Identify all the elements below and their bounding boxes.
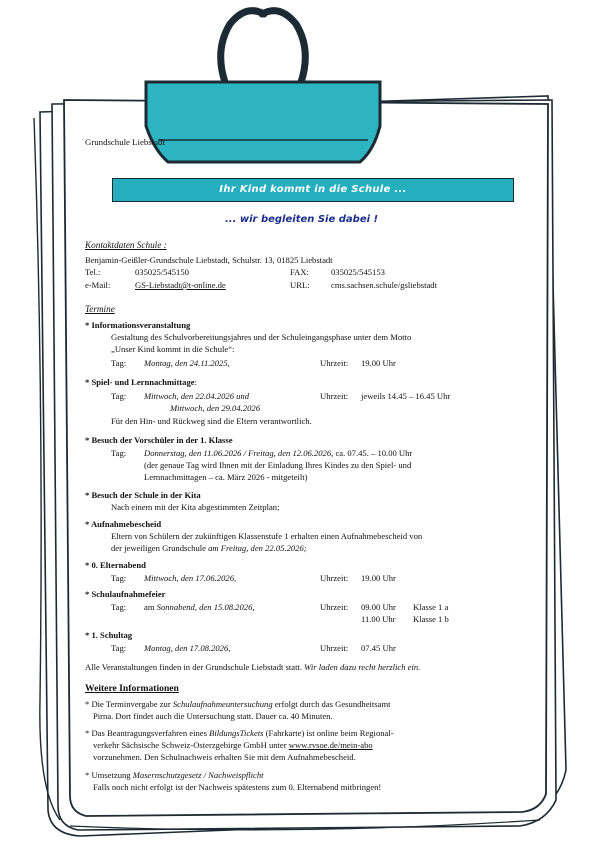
- feier-date-row: [144, 602, 255, 613]
- weitere-item2-b: (Fahrkarte) ist online beim Regional-: [263, 728, 394, 738]
- besuch-kita-line: Nach einem mit der Kita abgestimmten Zeitplan;: [111, 502, 280, 512]
- fax-label: FAX:: [290, 267, 309, 277]
- feier-time1: 09.00 Uhr: [361, 602, 396, 612]
- feier-title: * Schulaufnahmefeier: [85, 589, 166, 599]
- besuch-klasse-note2: Lernnachmittagen – ca. März 2026 - mitgeteilt): [144, 472, 308, 482]
- aufnahme-line2-row: [111, 543, 307, 554]
- spiel-tag-label: Tag:: [111, 391, 127, 401]
- weitere-item2-a: * Das Beantragungsverfahren eines: [85, 728, 210, 738]
- weitere-item1-a: * Die Terminvergabe zur: [85, 699, 173, 709]
- schultag-uhrzeit-label: Uhrzeit:: [320, 643, 349, 653]
- info-date: Montag, den 24.11.2025,: [144, 358, 230, 368]
- weitere-item3: [85, 770, 264, 781]
- weitere-item1-it: Schulaufnahmeuntersuchung: [172, 699, 273, 709]
- email-label: e-Mail:: [85, 280, 111, 290]
- weitere-item2-it: BildungsTickets: [209, 728, 264, 738]
- weitere-item2-line2: [93, 740, 373, 751]
- elternabend-time: 19.00 Uhr: [361, 573, 396, 583]
- tel-value: 035025/545150: [135, 267, 189, 277]
- besuch-klasse-note1: (der genaue Tag wird Ihnen mit der Einladung Ihres Kindes zu den Spiel- und: [144, 460, 412, 470]
- termine-footer-invite: Wir laden dazu recht herzlich ein.: [304, 662, 421, 672]
- besuch-klasse-dates-row: [144, 448, 412, 459]
- title-banner: Ihr Kind kommt in die Schule ...: [112, 178, 514, 202]
- feier-time2: 11.00 Uhr: [361, 614, 396, 624]
- spiel-colon: :: [194, 377, 197, 387]
- aufnahme-line1: Eltern von Schülern der zukünftigen Klassenstufe 1 erhalten einen Aufnahmebescheid von: [111, 531, 423, 541]
- feier-date-prefix: am: [144, 602, 157, 612]
- weitere-item3-a: * Umsetzung: [85, 770, 133, 780]
- weitere-item3-it: Masernschutzgesetz / Nachweispflicht: [132, 770, 264, 780]
- school-address: Benjamin-Geißler-Grundschule Liebstadt, Schulstr. 13, 01825 Liebstadt: [85, 255, 333, 265]
- spiel-title-row: [85, 377, 197, 388]
- spiel-time: jeweils 14.45 – 16.45 Uhr: [361, 391, 451, 401]
- info-time: 19.00 Uhr: [361, 358, 396, 368]
- clip-body: [146, 82, 380, 162]
- elternabend-uhrzeit-label: Uhrzeit:: [320, 573, 349, 583]
- feier-class1: Klasse 1 a: [413, 602, 449, 612]
- weitere-item1-line2: Pirna. Dort findet auch die Untersuchung statt. Dauer ca. 40 Minuten.: [93, 711, 333, 721]
- besuch-klasse-title: * Besuch der Vorschüler in der 1. Klasse: [85, 435, 233, 445]
- elternabend-tag-label: Tag:: [111, 573, 127, 583]
- info-uhrzeit-label: Uhrzeit:: [320, 358, 349, 368]
- tel-label: Tel.:: [85, 267, 101, 277]
- url-label: URL:: [290, 280, 310, 290]
- schultag-title: * 1. Schultag: [85, 630, 133, 640]
- termine-heading: Termine: [85, 304, 115, 314]
- feier-uhrzeit-label: Uhrzeit:: [320, 602, 349, 612]
- info-title: * Informationsveranstaltung: [85, 320, 191, 330]
- feier-date: Sonnabend, den 15.08.2026,: [156, 602, 255, 612]
- aufnahme-line2: der jeweiligen Grundschule: [111, 543, 209, 553]
- termine-footer-plain: Alle Veranstaltungen finden in der Grundschule Liebstadt statt.: [85, 662, 305, 672]
- info-line2: „Unser Kind kommt in die Schule“:: [111, 344, 235, 354]
- spiel-date2: Mittwoch, den 29.04.2026: [170, 403, 260, 413]
- spiel-uhrzeit-label: Uhrzeit:: [320, 391, 349, 401]
- schultag-tag-label: Tag:: [111, 643, 127, 653]
- schultag-time: 07.45 Uhr: [361, 643, 396, 653]
- binder-clip-icon: [128, 0, 398, 170]
- email-link[interactable]: GS-Liebstadt@t-online.de: [135, 280, 226, 290]
- info-tag-label: Tag:: [111, 358, 127, 368]
- spiel-note: Für den Hin- und Rückweg sind die Eltern verantwortlich.: [111, 416, 312, 426]
- school-name: Grundschule Liebstadt: [85, 137, 165, 147]
- weitere-item2-line3: vorzunehmen. Den Schulnachweis erhalten Sie mit dem Aufnahmebescheid.: [93, 752, 356, 762]
- aufnahme-title: * Aufnahmebescheid: [85, 519, 162, 529]
- weitere-heading: Weitere Informationen: [85, 683, 179, 694]
- fax-value: 035025/545153: [331, 267, 385, 277]
- tagline: ... wir begleiten Sie dabei !: [225, 214, 379, 225]
- aufnahme-date: am Freitag, den 22.05.2026;: [208, 543, 307, 553]
- besuch-kita-title: * Besuch der Schule in der Kita: [85, 490, 201, 500]
- weitere-item3-line2: Falls noch nicht erfolgt ist der Nachweis spätestens zum 0. Elternabend mitbringen!: [93, 782, 382, 792]
- termine-footer: [85, 662, 420, 673]
- url-value: cms.sachsen.schule/gsliebstadt: [331, 280, 437, 290]
- info-line1: Gestaltung des Schulvorbereitungsjahres und der Schuleingangsphase unter dem Motto: [111, 332, 412, 342]
- besuch-klasse-dates: Donnerstag, den 11.06.2026 / Freitag, den 12.06.2026,: [144, 448, 334, 458]
- weitere-item1: [85, 699, 391, 710]
- besuch-klasse-time: ca. 07.45. – 10.00 Uhr: [333, 448, 413, 458]
- feier-tag-label: Tag:: [111, 602, 127, 612]
- spiel-date1: Mittwoch, den 22.04.2026 und: [144, 391, 250, 401]
- weitere-item2-line2-a: verkehr Sächsische Schweiz-Osterzgebirge GmbH unter: [93, 740, 289, 750]
- elternabend-date: Mittwoch, den 17.06.2026,: [144, 573, 237, 583]
- spiel-title: * Spiel- und Lernnachmittage: [85, 377, 195, 387]
- elternabend-title: * 0. Elternabend: [85, 560, 146, 570]
- schultag-date: Montag, den 17.08.2026,: [144, 643, 231, 653]
- weitere-item2: [85, 728, 394, 739]
- feier-class2: Klasse 1 b: [413, 614, 449, 624]
- kontakt-heading: Kontaktdaten Schule :: [85, 240, 167, 250]
- rvsoe-link[interactable]: www.rvsoe.de/mein-abo: [288, 740, 373, 750]
- besuch-klasse-tag-label: Tag:: [111, 448, 127, 458]
- weitere-item1-b: erfolgt durch das Gesundheitsamt: [272, 699, 391, 709]
